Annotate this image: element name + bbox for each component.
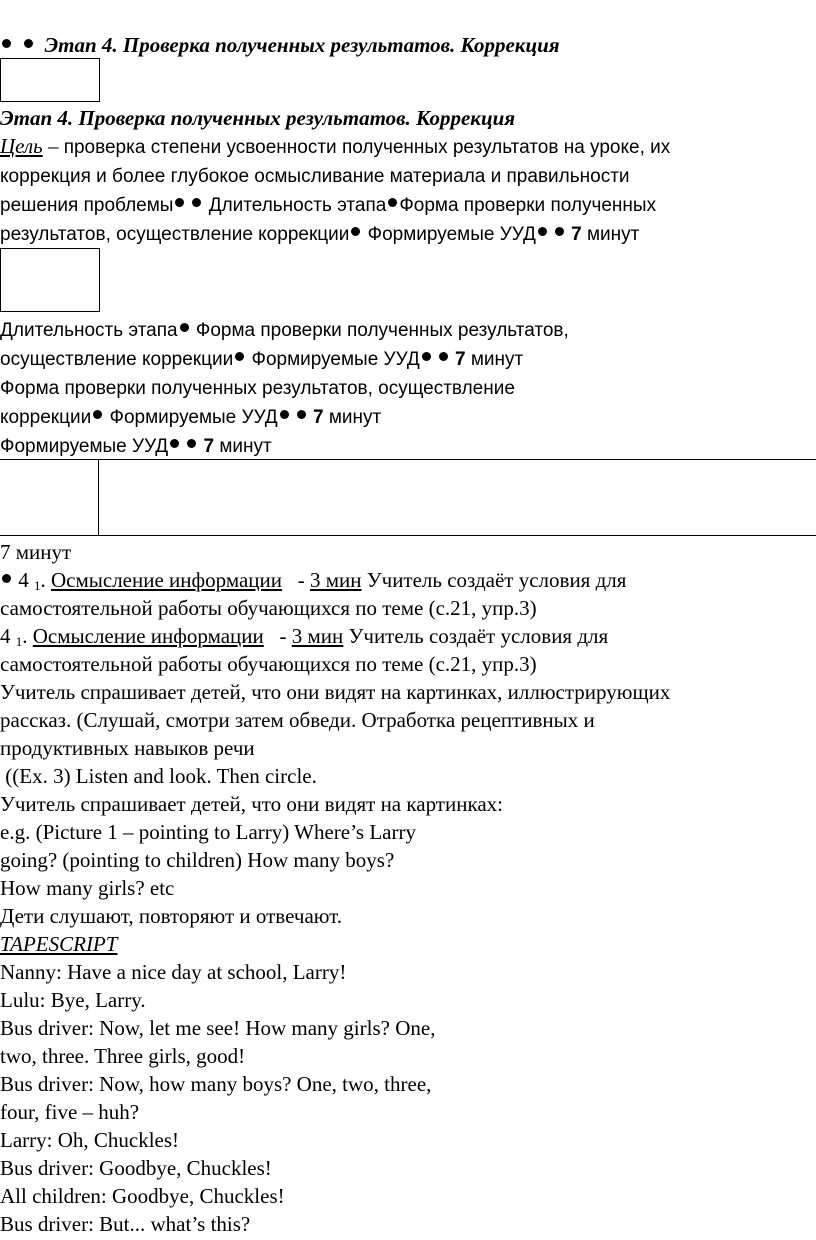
bullet-icon [297,410,306,419]
item-line-2 [0,650,537,678]
block2-text-2b: Формируемые УУД [246,349,420,370]
item-sub: 1 [15,634,23,649]
section-title: Этап 4. Проверка полученных результатов. Коррекция [0,106,516,130]
text-line [0,846,394,874]
text-line [0,818,416,846]
item-time: 3 мин [291,624,344,648]
tapescript-text: Bus driver: Goodbye, Chuckles! [0,1156,272,1180]
bullet-icon [555,227,564,236]
item-num: 4 [0,624,11,648]
tapescript-line [0,1098,139,1126]
tapescript-label-line [0,930,117,958]
goal-text-4d: минут [586,224,640,245]
tapescript-text: two, three. Three girls, good! [0,1044,246,1068]
text-line [0,706,595,734]
bullet-icon [538,227,547,236]
goal-line-1 [0,132,670,160]
tapescript-text: Larry: Oh, Chuckles! [0,1128,180,1152]
item-rest: Учитель создаёт условия для [361,568,627,592]
tapescript-text: All children: Goodbye, Chuckles! [0,1184,285,1208]
bullet-icon [170,439,179,448]
bullet-icon [422,352,431,361]
tapescript-text: Bus driver: Now, how many boys? One, two, three, [0,1072,432,1096]
block2-text-2d: минут [470,349,524,370]
bullet-icon [388,198,397,207]
block2-line-1 [0,315,569,343]
goal-text-3c: Форма проверки полученных [399,195,657,216]
tapescript-text: Lulu: Bye, Larry. [0,988,146,1012]
bullet-icon [2,39,11,48]
item-rest: Учитель создаёт условия для [343,624,609,648]
table-bottom-rule [0,535,816,536]
block2-text-2c: 7 [449,349,471,370]
goal-label: Цель [0,134,43,158]
tapescript-line [0,1042,245,1070]
bullet-icon [439,352,448,361]
bullet-icon [187,439,196,448]
goal-text-4c: 7 [565,224,587,245]
goal-text-1: проверка степени усвоенности полученных результатов на уроке, их [63,137,671,158]
section-title-line [0,104,515,132]
goal-dash: – [42,134,64,158]
table-column-rule [98,459,99,535]
table-top-rule [0,459,816,460]
item-line-2 [0,594,537,622]
header-line [0,31,560,59]
item-line2-text: самостоятельной работы обучающихся по теме (с.21, упр.3) [0,652,537,676]
item-dash: - [263,624,292,648]
goal-line-4 [0,219,639,247]
text: going? (pointing to children) How many boys? [0,848,395,872]
tapescript-line [0,986,146,1014]
goal-text-3a: решения проблемы [0,195,174,216]
text: продуктивных навыков речи [0,736,255,760]
item-sub: 1 [34,578,41,593]
bullet-icon [180,323,189,332]
tapescript-line [0,1182,285,1210]
text: Дети слушают, повторяют и отвечают. [0,904,343,928]
item-time: 3 мин [310,568,362,592]
block2-line-3 [0,373,515,401]
bullet-icon [280,410,289,419]
item-line-bulleted [0,566,626,594]
block2-text-1b: Форма проверки полученных результатов, [190,320,569,341]
block2-text-2a: осуществление коррекции [0,349,234,370]
goal-text-4a: результатов, осуществление коррекции [0,224,350,245]
goal-text-4b: Формируемые УУД [362,224,536,245]
block2-text-5d: минут [219,436,272,457]
tapescript-line [0,1014,435,1042]
tapescript-line [0,1126,179,1154]
minutes-line [0,538,71,566]
bullet-icon [192,198,201,207]
bullet-icon [2,574,11,583]
goal-line-2 [0,161,630,189]
bullet-icon [93,410,102,419]
text-line [0,678,670,706]
text: How many girls? etc [0,876,175,900]
block2-text-4a: коррекции [0,407,92,428]
block2-text-4d: минут [328,407,382,428]
tapescript-text: four, five – huh? [0,1100,140,1124]
text-line [0,902,342,930]
text-line [0,734,255,762]
empty-cell-box [0,248,100,312]
goal-text-3b: Длительность этапа [208,195,387,216]
item-dot: . [22,624,33,648]
item-line-plain [0,622,608,650]
empty-cell-box [0,58,100,102]
block2-text-3: Форма проверки полученных результатов, осуществление [0,378,515,399]
goal-line-3 [0,190,656,218]
block2-line-4 [0,402,381,430]
text: e.g. (Picture 1 – pointing to Larry) Where’s Larry [0,820,416,844]
block2-text-4b: Формируемые УУД [104,407,278,428]
item-link: Осмысление информации [51,568,282,592]
text-line [0,790,503,818]
bullet-icon [351,227,360,236]
tapescript-line [0,1070,431,1098]
tapescript-label: TAPESCRIPT [0,932,118,956]
tapescript-line [0,958,346,986]
item-dash: - [282,568,310,592]
item-num: 4 [18,568,29,592]
item-dot: . [40,568,51,592]
tapescript-text: Bus driver: Now, let me see! How many girls? One, [0,1016,436,1040]
item-link: Осмысление информации [32,624,264,648]
text: ((Ex. 3) Listen and look. Then circle. [0,764,317,788]
bullet-icon [24,39,33,48]
tapescript-text: Bus driver: But... what’s this? [0,1212,251,1236]
block2-text-1a: Длительность этапа [0,320,178,341]
bullet-icon [235,352,244,361]
header-title: Этап 4. Проверка полученных результатов. Коррекция [44,33,560,57]
bullet-icon [175,198,184,207]
block2-text-5c: 7 [198,436,220,457]
block2-text-4c: 7 [307,407,329,428]
text: рассказ. (Слушай, смотри затем обведи. Отработка рецептивных и [0,708,595,732]
text: Учитель спрашивает детей, что они видят на картинках: [0,792,504,816]
minutes-text: 7 минут [0,540,72,564]
item-line2-text: самостоятельной работы обучающихся по теме (с.21, упр.3) [0,596,537,620]
text-line [0,874,174,902]
tapescript-line [0,1210,250,1238]
block2-line-2 [0,344,523,372]
tapescript-line [0,1154,272,1182]
text: Учитель спрашивает детей, что они видят на картинках, иллюстрирующих [0,680,671,704]
text-line [0,762,317,790]
block2-line-5 [0,431,272,459]
goal-text-2: коррекция и более глубокое осмысливание материала и правильности [0,166,630,187]
block2-text-5a: Формируемые УУД [0,436,169,457]
tapescript-text: Nanny: Have a nice day at school, Larry! [0,960,347,984]
